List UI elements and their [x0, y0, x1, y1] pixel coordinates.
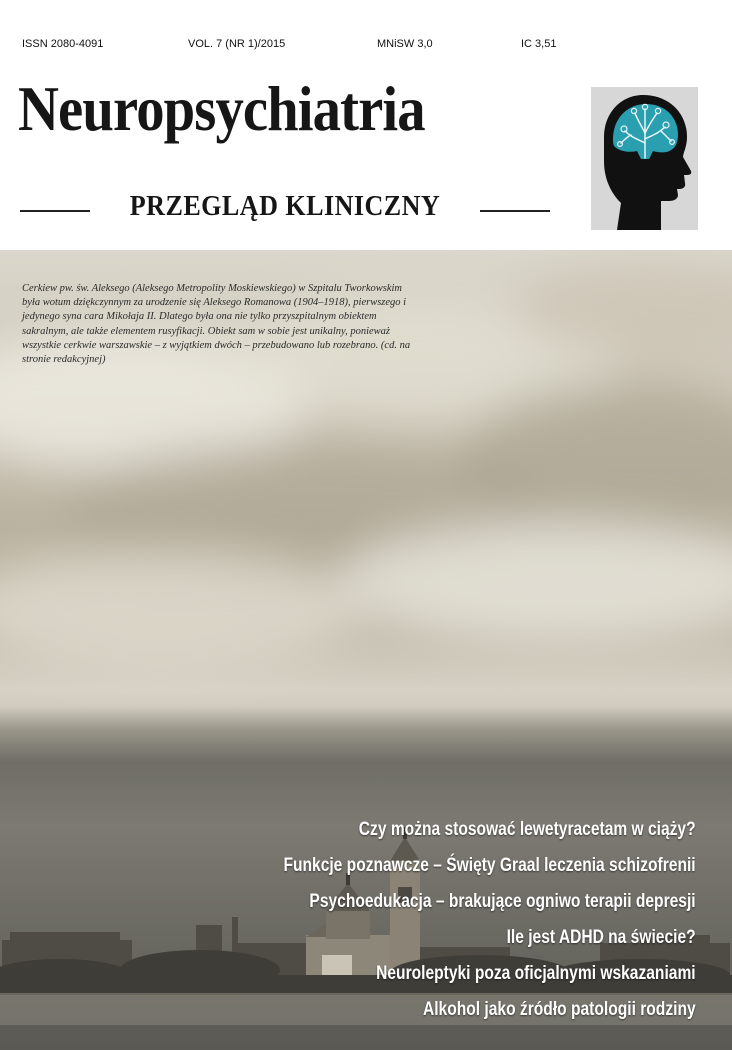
topic-item: Ile jest ADHD na świecie?: [506, 927, 696, 948]
topic-list: [193, 812, 696, 1028]
topic-item: Neuroleptyki poza oficjalnymi wskazaniami: [376, 963, 696, 984]
topic-item: Psychoedukacja – brakujące ogniwo terapii depresji: [309, 891, 696, 912]
journal-subtitle: PRZEGLĄD KLINICZNY: [129, 190, 441, 222]
issn-label: ISSN 2080-4091: [22, 38, 104, 50]
volume-label: VOL. 7 (NR 1)/2015: [188, 38, 286, 50]
journal-title: Neuropsychiatria: [18, 74, 425, 144]
head-with-tree-brain-icon: [591, 87, 698, 230]
ic-label: IC 3,51: [521, 38, 557, 50]
topic-item: Funkcje poznawcze – Święty Graal leczenia schizofrenii: [283, 855, 696, 876]
topic-item: Alkohol jako źródło patologii rodziny: [423, 999, 696, 1020]
topic-item: Czy można stosować lewetyracetam w ciąży?: [359, 819, 696, 840]
subtitle-row: [20, 190, 550, 230]
cover-header: [0, 0, 732, 250]
mnisw-label: MNiSW 3,0: [377, 38, 433, 50]
journal-logo: [591, 87, 698, 230]
subtitle-rule-right: [480, 210, 550, 212]
cover-caption: Cerkiew pw. św. Aleksego (Aleksego Metropolity Moskiewskiego) w Szpitalu Tworkowskim była wotum dziękczynnym za urodzenie się Aleksego Romanowa (1904–1918), pierwszego i jedynego syna cara Mikołaja II. Dlatego była ona nie tylko przyszpitalnym obiektem sakralnym, ale także elementem rusyfikacji. Obiekt sam w sobie jest unikalny, ponieważ wszystkie cerkwie warszawskie – z wyjątkiem dwóch – przebudowano lub rozebrano. (cd. na stronie redakcyjnej): [22, 283, 411, 366]
